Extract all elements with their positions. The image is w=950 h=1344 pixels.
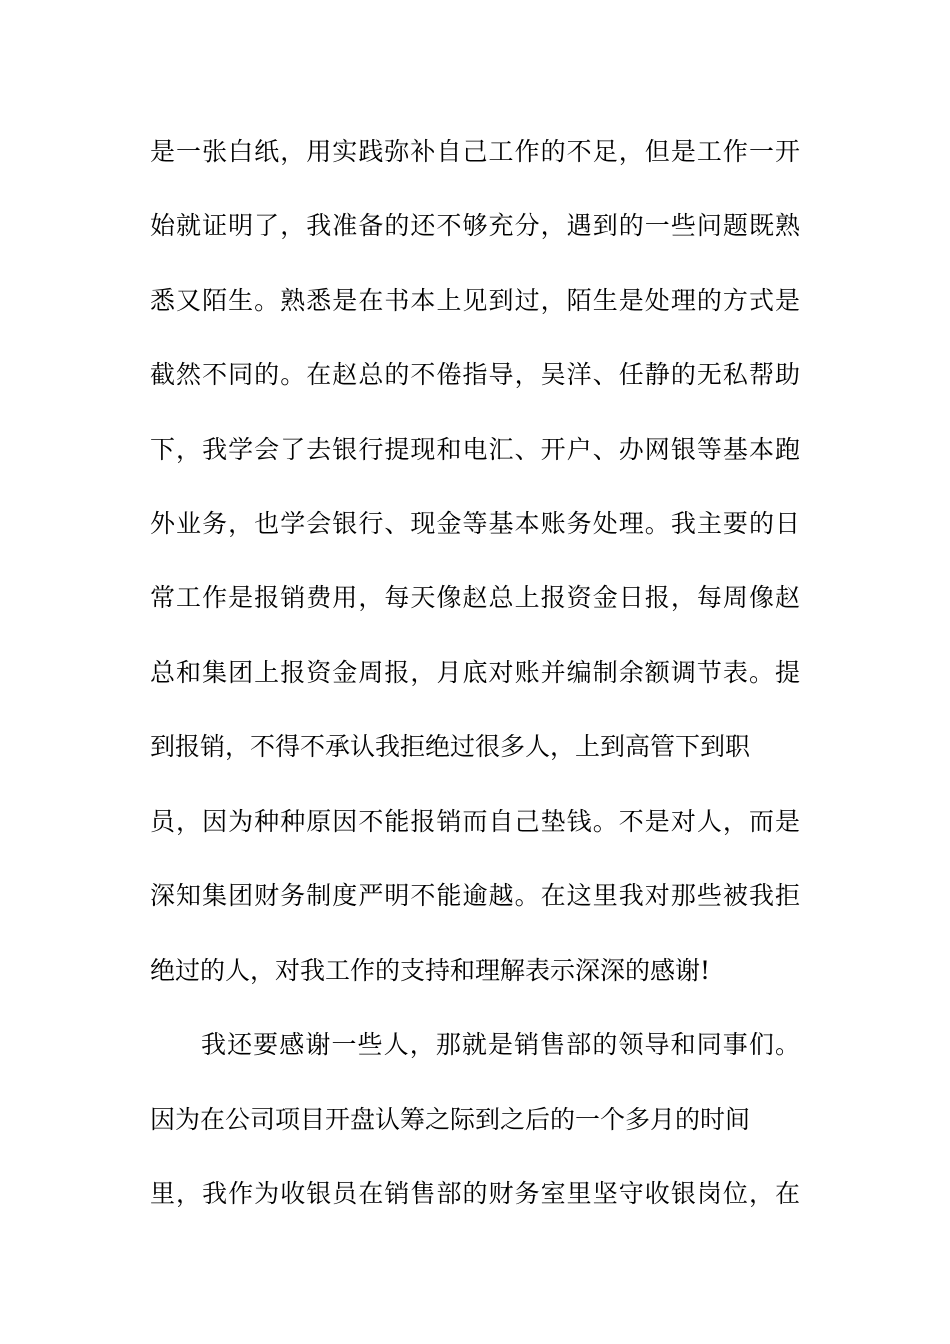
text-line: 深知集团财务制度严明不能逾越。在这里我对那些被我拒 bbox=[150, 881, 800, 910]
text-line: 员，因为种种原因不能报销而自己垫钱。不是对人，而是 bbox=[150, 807, 800, 836]
text-line: 总和集团上报资金周报，月底对账并编制余额调节表。提 bbox=[150, 658, 800, 687]
text-line: 常工作是报销费用，每天像赵总上报资金日报，每周像赵 bbox=[150, 583, 800, 612]
text-line: 外业务，也学会银行、现金等基本账务处理。我主要的日 bbox=[150, 509, 800, 538]
paragraph-first-line: 我还要感谢一些人，那就是销售部的领导和同事们。 bbox=[201, 1030, 800, 1059]
text-line: 是一张白纸，用实践弥补自己工作的不足，但是工作一开 bbox=[150, 137, 800, 166]
text-line: 里，我作为收银员在销售部的财务室里坚守收银岗位，在 bbox=[150, 1179, 800, 1208]
text-line: 绝过的人，对我工作的支持和理解表示深深的感谢! bbox=[150, 956, 711, 985]
text-line: 悉又陌生。熟悉是在书本上见到过，陌生是处理的方式是 bbox=[150, 286, 800, 315]
text-line: 下，我学会了去银行提现和电汇、开户、办网银等基本跑 bbox=[150, 435, 800, 464]
text-line: 截然不同的。在赵总的不倦指导，吴洋、任静的无私帮助 bbox=[150, 360, 800, 389]
text-line: 因为在公司项目开盘认筹之际到之后的一个多月的时间 bbox=[150, 1105, 751, 1134]
text-line: 到报销，不得不承认我拒绝过很多人，上到高管下到职 bbox=[150, 732, 751, 761]
text-line: 始就证明了，我准备的还不够充分，遇到的一些问题既熟 bbox=[150, 211, 800, 240]
